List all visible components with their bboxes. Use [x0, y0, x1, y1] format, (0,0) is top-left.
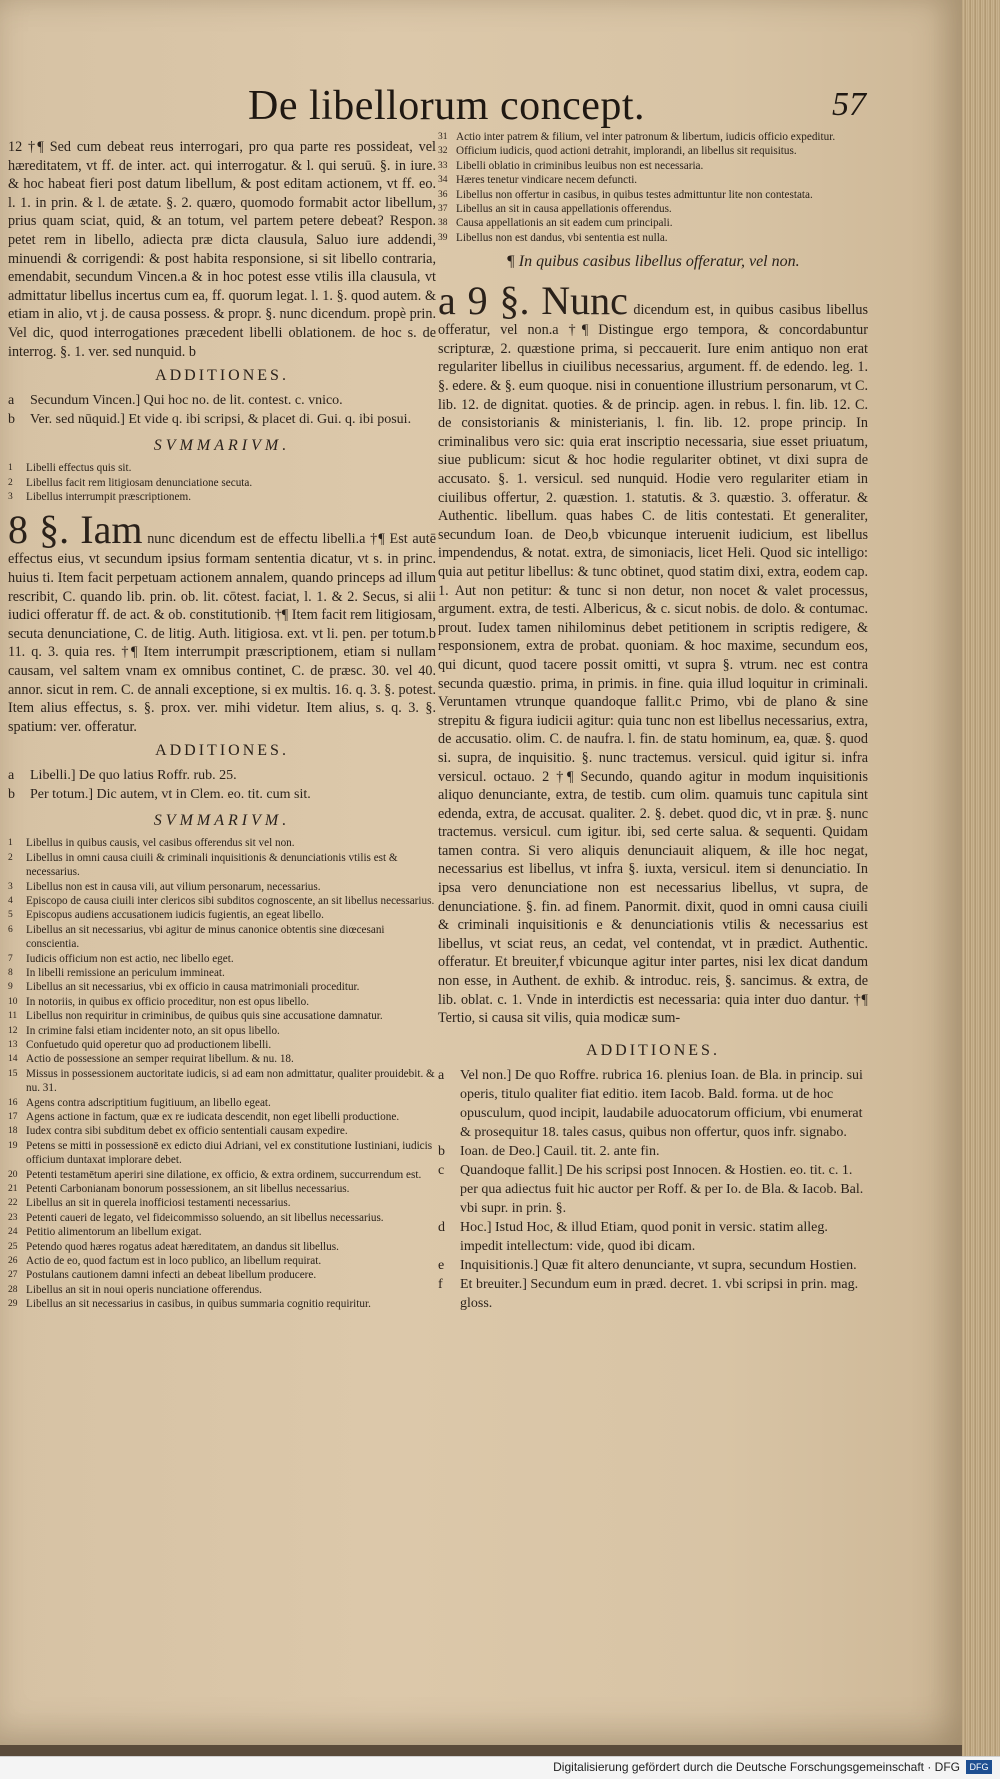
summary-item: 19 Petens se mitti in possessionē ex edicto diui Adriani, vel ex constitutione Iustiniani, iudicis officium duntaxat implorare debet.	[8, 1139, 433, 1167]
section-lead: a 9 §. Nunc	[438, 278, 628, 324]
summary-item: 28 Libellus an sit in noui operis nunciatione offerendus.	[8, 1283, 262, 1296]
additiones-heading-2: ADDITIONES.	[155, 742, 289, 760]
dfg-logo-icon: DFG	[966, 1760, 992, 1774]
summary-item: 12 In crimine falsi etiam incidenter noto, an sit opus libello.	[8, 1024, 280, 1037]
paragraph-9	[438, 278, 869, 1028]
note-item: b Ioan. de Deo.] Cauil. tit. 2. ante fin.	[438, 1143, 660, 1159]
note-item: c Quandoque fallit.] De his scripsi post Innocen. & Hostien. eo. tit. c. 1. per qua adiectus fuit hic auctor per Roff. & per Io. de Bla. & Iacob. Bal. vbi supr. in prin. §.	[438, 1162, 864, 1216]
summary-item: 37 Libellus an sit in causa appellationis offerendus.	[438, 203, 672, 216]
summary-item: 1 Libelli effectus quis sit.	[8, 462, 132, 475]
summary-item: 20 Petenti testamētum aperiri sine dilatione, ex officio, & extra ordinem, succurrendum est.	[8, 1168, 422, 1181]
summary-item: 33 Libelli oblatio in criminibus leuibus non est necessaria.	[438, 159, 704, 172]
summary-item: 2 Libellus in omni causa ciuili & criminali inquisitionis & denunciationis vtilis est & necessarius.	[8, 851, 398, 879]
summary-item: 7 Iudicis officium non est actio, nec libello eget.	[8, 952, 234, 965]
summary-item: 1 Libellus in quibus causis, vel casibus offerendus sit vel non.	[8, 837, 295, 850]
summary-item: 4 Episcopo de causa ciuili inter clericos sibi subditos cognoscente, an sit libellus necessarius.	[8, 894, 435, 907]
summary-item: 15 Missus in possessionem auctoritate iudicis, si ad eam non admittatur, qualiter prouidebit. & nu. 31.	[8, 1067, 435, 1095]
summary-item: 9 Libellus an sit necessarius, vbi ex officio in causa matrimoniali proceditur.	[8, 981, 360, 994]
page-edges	[962, 0, 1000, 1778]
additiones-list-1	[8, 391, 436, 429]
note-item: d Hoc.] Istud Hoc, & illud Etiam, quod ponit in versic. statim alleg. impedit intellectum: vide, quod ibi dicam.	[438, 1219, 828, 1254]
additiones-list-2	[8, 766, 436, 804]
summary-item: 8 In libelli remissione an periculum immineat.	[8, 966, 225, 979]
paragraph-8	[8, 507, 436, 736]
summary-item: 38 Causa appellationis an sit eadem cum principali.	[438, 217, 673, 230]
summary-item: 27 Postulans cautionem damni infecti an debeat libellum producere.	[8, 1269, 317, 1282]
summary-item: 10 In notoriis, in quibus ex officio proceditur, non est opus libello.	[8, 995, 310, 1008]
additiones-heading: ADDITIONES.	[155, 367, 289, 385]
section-lead: 8 §. Iam	[8, 507, 143, 553]
note-item: a Libelli.] De quo latius Roffr. rub. 25.	[8, 768, 237, 784]
additiones-list-3	[438, 1066, 868, 1313]
summarium-list-continued	[438, 130, 868, 245]
note-item: e Inquisitionis.] Quæ fit altero denunciante, vt supra, secundum Hostien.	[438, 1257, 857, 1273]
summary-item: 29 Libellus an sit necessarius in casibus, in quibus summaria cognitio requiritur.	[8, 1298, 371, 1311]
summary-item: 36 Libellus non offertur in casibus, in quibus testes admittuntur lite non contestata.	[438, 188, 813, 201]
summary-item: 3 Libellus interrumpit præscriptionem.	[8, 490, 191, 503]
note-item: b Per totum.] Dic autem, vt in Clem. eo. tit. cum sit.	[8, 787, 311, 803]
summarium-heading-2: SVMMARIVM.	[153, 812, 291, 830]
note-item: a Vel non.] De quo Roffre. rubrica 16. plenius Ioan. de Bla. in princip. sui operis, titulo qualiter fiat editio. item Iacob. Bald. forma. ut de hoc opusculum, quod incipit, laudabile aduocatorum officium, vbi enumerat & prosequitur 18. tales casus, quibus non offertur, quos infr. signabo.	[438, 1067, 863, 1140]
summary-item: 31 Actio inter patrem & filium, vel inter patronum & libertum, iudicis officio expeditur.	[438, 131, 836, 143]
summary-item: 22 Libellus an sit in querela inofficiosi testamenti necessarius.	[8, 1197, 291, 1210]
summarium-heading: SVMMARIVM.	[153, 437, 291, 455]
summary-item: 11 Libellus non requiritur in criminibus, de quibus quis sine accusatione damnatur.	[8, 1010, 383, 1023]
summary-item: 14 Actio de possessione an semper requirat libellum. & nu. 18.	[8, 1053, 294, 1066]
paragraph-9-text: dicendum est, in quibus casibus libellus offeratur, vel non.a †¶ Distingue ergo tempora, & concordabuntur scripturæ, 2. quæstione prima, si peccauerit. Iure enim antiquo non erat regulariter libellus in ciuilibus necessarius, argument. ff. de edendo. leg. 1. §. edere. & §. eum quoque. nisi in conuentione illustrium personarum, vt C. lib. 12. de dignitat. quoties. & de princip. agen. in rebus. l. fin. lib. 12. C. de consistorianis & ministerianis, l. fin. lib. 12. prope princip. In criminalibus vero sic: quia erat inscriptio necessaria, siue esset priuatum, siue publicum: sicut & hoc hodie regulariter obtinet, vt dixi supra de accusato. §. 1. versicul. sed nunquid. Hodie vero regulariter etiam in ciuilibus offertur, 2. quæstion. 1. statutis. & 3. quæstio. 3. offeratur. & Authentic. libellum. quas habes C. de litis contestati. Et generaliter, secundum Ioan. de Deo,b vbicunque interuenit iudicium, est libellus impendendus, & notat. extra, de simoniacis, licet Heli. Quod sic intelligo: quia aut petitur libellus: & tunc obtinet, quod statim dixi, extra, eodem cap. 1. Aut non petitur: & tunc si non detur, non nocet & valet processus, argument. extra, de testi. Albericus, & c. sicut nobis. de dolo. & contumac. prout. Iudex tamen nihilominus debet petitionem in scriptis redigere, & responsionem, extra de probat. quoniam. & hoc maxime, secundum eos, qui dicunt, quod tacere possit omitti, vt supra §. vtrum. nec est contra secunda quæstio. prima, in primis. in fine. quia illud loquitur in criminali. Veruntamen vtrunque quandoque fallit.c Primo, vbi de plano & sine strepitu & figura iudicii agitur: quia tunc non est libellus necessarius, extra, de accusatio. olim. C. de naufra. l. fin. de statu hominum, ea, quæ. §. quod si. supra, de inquisitio. §. nunc tractemus. versicul. quid igitur si. infra versicul. octauo. 2 †¶ Secundo, quando agitur in modum inquisitionis aliquo denunciante, extra, de testib. cum olim. quamuis tunc capitula sint edenda, extra, de accusat. qualiter. 2. §. debet. quod dic, vt in præ. §. nunc tractemus. versicul. cum igitur. ibi, sed certe salua. & sequenti. Quidam tamen contra. Si vero aliquis denunciauit aliquem, & ille hoc negat, necessarius est libellus, vt infra §. iuxta, versicul. item si denunciatio. In ipsa vero denunciatione non est necessarius libellus, vt supra, de denunciatione. §. fin. ad finem. Panormit. dixit, quod in omni causa ciuili & criminali inquisitionis e & denunciationis vtilis & necessarius est libellus, vt sciat reus, an cedat, vel contendat, vt in prædict. Authentic. offeratur. Et breuiter,f vbicunque agitur inter partes, nisi lex dicat dandum non esse, in Authent. de exhib. & introduc. reis, §. sancimus. & extra, de lib. oblat. c. 1. Vnde in interdictis est necessaria: quia inter duo dantur. †¶ Tertio, si causa sit vilis, quia modicæ sum-	[438, 302, 869, 1027]
running-title: De libellorum concept.	[248, 83, 646, 129]
summarium-list-1	[8, 461, 436, 504]
summary-item: 39 Libellus non est dandus, vbi sententia est nulla.	[438, 231, 668, 244]
summary-item: 23 Petenti caueri de legato, vel fideicommisso soluendo, an sit libellus necessarius.	[8, 1211, 384, 1224]
summary-item: 18 Iudex contra sibi subditum debet ex officio sententiali causam expedire.	[8, 1125, 348, 1138]
summary-item: 21 Petenti Carbonianam bonorum possessionem, an sit libellus necessarius.	[8, 1183, 350, 1196]
summary-item: 24 Petitio alimentorum an libellum exigat.	[8, 1226, 202, 1239]
summary-item: 6 Libellus an sit necessarius, vbi agitur de minus canonice obtentis sine diœcesani conscientia.	[8, 923, 385, 951]
summary-item: 3 Libellus non est in causa vili, aut vilium personarum, necessarius.	[8, 880, 321, 893]
summary-item: 34 Hæres tenetur vindicare necem defuncti.	[438, 174, 638, 187]
funding-credit: Digitalisierung gefördert durch die Deutsche Forschungsgemeinschaft · DFG	[553, 1760, 960, 1774]
note-item: f Et breuiter.] Secundum eum in præd. decret. 1. vbi scripsi in prin. mag. gloss.	[438, 1276, 859, 1311]
right-column	[438, 130, 868, 1313]
summary-item: 17 Agens actione in factum, quæ ex re iudicata descendit, non eget libelli productione.	[8, 1111, 400, 1123]
section-heading: ¶ In quibus casibus libellus offeratur, vel non.	[506, 253, 800, 271]
left-column	[8, 138, 436, 1312]
note-item: a Secundum Vincen.] Qui hoc no. de lit. contest. c. vnico.	[8, 393, 343, 409]
summary-item: 13 Confuetudo quid operetur quo ad productionem libelli.	[8, 1038, 272, 1051]
paragraph-8-text: nunc dicendum est de effectu libelli.a †¶ Est autē effectus eius, vt secundum ipsius formam sententia dicatur, vt s. in princ. huius ti. Item facit perpetuam actionem annalem, quando princeps ad illum rescribit, C. quando lib. prin. ob. lit. cōtest. faciat, l. 1. & 2. Secus, si alii iudici offeratur ff. de act. & ob. constitutionib. †¶ Item facit rem litigiosam, secuta denunciatione, C. de litig. Auth. litigiosa. ext. vt li. pen. per totum.b 11. q. 3. quia res. †¶ Item interrumpit præscriptionem, etiam si nullam causam, vel saltem vnam ex omnibus continet, C. de præsc. 30. vel 40. annor. sicut in rem. C. de annali exceptione, si ex multis. 16. q. 3. §. potest. Item alius effectus, s. §. prox. ver. mihi videtur. Item alius, s. q. 3. §. spatium: ver. offeratur.	[8, 531, 436, 735]
summary-item: 5 Episcopus audiens accusationem iudicis fugientis, an egeat libello.	[8, 909, 324, 922]
summary-item: 2 Libellus facit rem litigiosam denunciatione secuta.	[8, 476, 253, 489]
additiones-heading-3: ADDITIONES.	[586, 1041, 720, 1059]
page-number: 57	[832, 86, 866, 123]
summary-item: 25 Petendo quod hæres rogatus adeat hæreditatem, an dandus sit libellus.	[8, 1240, 339, 1253]
summarium-list-2	[8, 836, 436, 1311]
summary-item: 32 Officium iudicis, quod actioni detrahit, implorandi, an libellus sit requisitus.	[438, 145, 797, 158]
summary-item: 16 Agens contra adscriptitium fugitiuum, an libello egeat.	[8, 1096, 271, 1109]
paragraph-12: 12 †¶ Sed cum debeat reus interrogari, pro qua parte res possideat, vel hæreditatem, vt ff. de inter. act. qui interrogatur. & l. qui seruū. §. in iure. & hoc habeat fieri post datum libellum, & post editam actionem, vt ff. eo. l. 1. in prin. & l. de ætate. §. 2. quæro, quomodo formabit actor libellum, prius quam sciat, quid, & an totum, vel partem petere debeat? Respon. petet rem in libello, adiecta præ dicta clausula, Saluo iure addendi, minuendi & corrigendi: & post habita responsione, si sit libello contraria, emendabit, secundum Vincen.a & in hoc potest esse vtilis illa clausula, vt admittatur libellus incertus cum ea, ff. quorum legat. l. 1. §. quod autem. & etiam in alio, vt j. de causa possess. & propr. §. nunc dicendum. propè prin. Vel dic, quod interrogationes præcedent libelli oblationem. de hoc s. de interrog. §. 1. ver. sed nunquid. b	[8, 139, 436, 360]
summary-item: 26 Actio de eo, quod factum est in loco publico, an libellum requirat.	[8, 1255, 322, 1268]
digitization-footer	[0, 1756, 1000, 1779]
note-item: b Ver. sed nūquid.] Et vide q. ibi scripsi, & placet di. Gui. q. ibi posui.	[8, 412, 412, 428]
